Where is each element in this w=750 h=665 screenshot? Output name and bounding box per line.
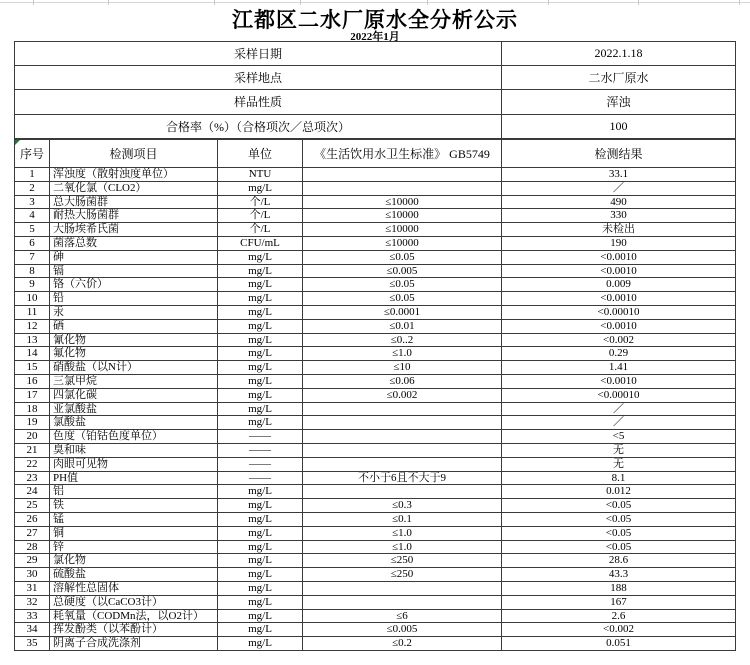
cell-index: 20: [15, 430, 50, 444]
cell-index: 19: [15, 416, 50, 430]
cell-result: <0.0010: [502, 250, 736, 264]
table-row: [15, 374, 736, 388]
cell-result: 无: [502, 443, 736, 457]
summary-row: [15, 90, 736, 114]
cell-item: 二氧化氯（CLO2）: [50, 181, 218, 195]
cell-result: 167: [502, 595, 736, 609]
cell-unit: 个/L: [218, 223, 303, 237]
cell-standard: ≤10000: [303, 195, 502, 209]
table-row: [15, 305, 736, 319]
cell-unit: ——: [218, 443, 303, 457]
summary-table: [14, 41, 736, 139]
cell-unit: mg/L: [218, 637, 303, 651]
cell-standard: ≤0.2: [303, 637, 502, 651]
cell-result: <0.05: [502, 526, 736, 540]
header-row: [15, 140, 736, 168]
cell-index: 10: [15, 292, 50, 306]
cell-item: 镉: [50, 264, 218, 278]
cell-result: 0.012: [502, 485, 736, 499]
cell-index: 33: [15, 609, 50, 623]
cell-standard: [303, 181, 502, 195]
cell-index: 27: [15, 526, 50, 540]
table-row: [15, 347, 736, 361]
table-row: [15, 361, 736, 375]
cell-unit: mg/L: [218, 305, 303, 319]
table-row: [15, 236, 736, 250]
table-row: [15, 430, 736, 444]
cell-result: 1.41: [502, 361, 736, 375]
cell-index: 2: [15, 181, 50, 195]
cell-result: <0.0010: [502, 374, 736, 388]
cell-standard: ≤6: [303, 609, 502, 623]
cell-unit: mg/L: [218, 361, 303, 375]
table-row: [15, 512, 736, 526]
cell-unit: mg/L: [218, 333, 303, 347]
cell-standard: ≤10000: [303, 236, 502, 250]
table-row: [15, 264, 736, 278]
cell-result: 330: [502, 209, 736, 223]
cell-item: 铝: [50, 485, 218, 499]
cell-item: 氟化物: [50, 347, 218, 361]
cell-standard: ≤0.06: [303, 374, 502, 388]
summary-label: 采样日期: [15, 42, 502, 66]
cell-item: 耐热大肠菌群: [50, 209, 218, 223]
cell-result: <0.00010: [502, 305, 736, 319]
column-header: 检测项目: [50, 140, 218, 168]
cell-index: 28: [15, 540, 50, 554]
cell-standard: [303, 443, 502, 457]
cell-index: 22: [15, 457, 50, 471]
cell-index: 21: [15, 443, 50, 457]
cell-index: 16: [15, 374, 50, 388]
cell-item: 铜: [50, 526, 218, 540]
cell-index: 6: [15, 236, 50, 250]
cell-item: 硫酸盐: [50, 568, 218, 582]
summary-value: 浑浊: [502, 90, 736, 114]
cell-result: <0.05: [502, 540, 736, 554]
column-header: 检测结果: [502, 140, 736, 168]
cell-index: 8: [15, 264, 50, 278]
cell-result: <0.002: [502, 333, 736, 347]
table-row: [15, 168, 736, 182]
cell-standard: ≤250: [303, 568, 502, 582]
cell-item: 氯化物: [50, 554, 218, 568]
cell-index: 25: [15, 499, 50, 513]
table-row: [15, 595, 736, 609]
cell-result: 190: [502, 236, 736, 250]
cell-result: 未检出: [502, 223, 736, 237]
cell-standard: [303, 430, 502, 444]
cell-unit: mg/L: [218, 540, 303, 554]
cell-unit: mg/L: [218, 581, 303, 595]
cell-standard: ≤10000: [303, 223, 502, 237]
column-header: 《生活饮用水卫生标准》 GB5749: [303, 140, 502, 168]
cell-index: 5: [15, 223, 50, 237]
cell-item: 四氯化碳: [50, 388, 218, 402]
cell-item: 铅: [50, 292, 218, 306]
cell-unit: mg/L: [218, 485, 303, 499]
cell-item: 肉眼可见物: [50, 457, 218, 471]
cell-standard: ≤0.002: [303, 388, 502, 402]
cell-index: 18: [15, 402, 50, 416]
cell-index: 30: [15, 568, 50, 582]
table-row: [15, 333, 736, 347]
cell-item: 总硬度（以CaCO3计）: [50, 595, 218, 609]
table-row: [15, 402, 736, 416]
cell-index: 26: [15, 512, 50, 526]
cell-result: 8.1: [502, 471, 736, 485]
analysis-table: [14, 139, 736, 651]
cell-unit: CFU/mL: [218, 236, 303, 250]
cell-unit: mg/L: [218, 623, 303, 637]
cell-unit: NTU: [218, 168, 303, 182]
cell-index: 12: [15, 319, 50, 333]
cell-unit: mg/L: [218, 595, 303, 609]
cell-unit: mg/L: [218, 554, 303, 568]
cell-item: 汞: [50, 305, 218, 319]
cell-item: 菌落总数: [50, 236, 218, 250]
cell-standard: ≤0.005: [303, 264, 502, 278]
table-row: [15, 250, 736, 264]
cell-item: 总大肠菌群: [50, 195, 218, 209]
cell-item: 铬（六价）: [50, 278, 218, 292]
cell-item: 氰化物: [50, 333, 218, 347]
cell-standard: [303, 581, 502, 595]
cell-item: 氯酸盐: [50, 416, 218, 430]
cell-standard: ≤0.005: [303, 623, 502, 637]
cell-unit: mg/L: [218, 278, 303, 292]
table-row: [15, 292, 736, 306]
cell-standard: [303, 168, 502, 182]
table-row: [15, 181, 736, 195]
cell-unit: ——: [218, 430, 303, 444]
cell-index: 34: [15, 623, 50, 637]
cell-unit: mg/L: [218, 609, 303, 623]
table-row: [15, 526, 736, 540]
summary-label: 合格率（%）（合格项次／总项次）: [15, 114, 502, 138]
table-row: [15, 581, 736, 595]
table-row: [15, 443, 736, 457]
cell-index: 11: [15, 305, 50, 319]
cell-result: 0.29: [502, 347, 736, 361]
cell-unit: mg/L: [218, 568, 303, 582]
summary-row: [15, 42, 736, 66]
cell-result: <0.05: [502, 499, 736, 513]
cell-standard: ≤10000: [303, 209, 502, 223]
cell-index: 29: [15, 554, 50, 568]
table-row: [15, 540, 736, 554]
page-subtitle: 2022年1月: [350, 31, 400, 43]
cell-result: 0.051: [502, 637, 736, 651]
cell-item: 臭和味: [50, 443, 218, 457]
cell-item: 硒: [50, 319, 218, 333]
cell-standard: ≤10: [303, 361, 502, 375]
cell-item: 锰: [50, 512, 218, 526]
cell-standard: [303, 595, 502, 609]
cell-standard: ≤0.0001: [303, 305, 502, 319]
cell-result: <0.00010: [502, 388, 736, 402]
table-row: [15, 416, 736, 430]
table-row: [15, 457, 736, 471]
cell-result: ／: [502, 416, 736, 430]
table-row: [15, 209, 736, 223]
cell-index: 35: [15, 637, 50, 651]
cell-result: 43.3: [502, 568, 736, 582]
cell-unit: mg/L: [218, 319, 303, 333]
table-row: [15, 471, 736, 485]
summary-value: 2022.1.18: [502, 42, 736, 66]
cell-index: 31: [15, 581, 50, 595]
cell-index: 24: [15, 485, 50, 499]
cell-unit: mg/L: [218, 499, 303, 513]
cell-unit: mg/L: [218, 292, 303, 306]
cell-index: 3: [15, 195, 50, 209]
cell-standard: 不小于6且不大于9: [303, 471, 502, 485]
summary-label: 采样地点: [15, 66, 502, 90]
cell-standard: ≤0.1: [303, 512, 502, 526]
cell-item: 硝酸盐（以N计）: [50, 361, 218, 375]
cell-unit: mg/L: [218, 347, 303, 361]
cell-item: PH值: [50, 471, 218, 485]
cell-result: 490: [502, 195, 736, 209]
cell-standard: ≤0.05: [303, 292, 502, 306]
cell-unit: mg/L: [218, 402, 303, 416]
cell-unit: mg/L: [218, 250, 303, 264]
cell-item: 锌: [50, 540, 218, 554]
table-row: [15, 623, 736, 637]
cell-index: 9: [15, 278, 50, 292]
summary-row: [15, 66, 736, 90]
cell-item: 三氯甲烷: [50, 374, 218, 388]
summary-label: 样品性质: [15, 90, 502, 114]
table-row: [15, 195, 736, 209]
cell-item: 耗氧量（CODMn法，以O2计）: [50, 609, 218, 623]
cell-item: 铁: [50, 499, 218, 513]
cell-standard: ≤0.05: [303, 278, 502, 292]
cell-result: <0.0010: [502, 264, 736, 278]
cell-standard: ≤250: [303, 554, 502, 568]
cell-result: <0.002: [502, 623, 736, 637]
table-row: [15, 568, 736, 582]
cell-unit: mg/L: [218, 181, 303, 195]
cell-result: <0.05: [502, 512, 736, 526]
cell-item: 大肠埃希氏菌: [50, 223, 218, 237]
cell-item: 亚氯酸盐: [50, 402, 218, 416]
column-header: 序号: [15, 140, 50, 168]
table-row: [15, 609, 736, 623]
table-row: [15, 319, 736, 333]
cell-result: <0.0010: [502, 292, 736, 306]
cell-standard: ≤1.0: [303, 540, 502, 554]
table-row: [15, 485, 736, 499]
table-row: [15, 223, 736, 237]
cell-item: 溶解性总固体: [50, 581, 218, 595]
cell-standard: [303, 416, 502, 430]
summary-value: 100: [502, 114, 736, 138]
cell-item: 浑浊度（散射浊度单位）: [50, 168, 218, 182]
cell-standard: [303, 457, 502, 471]
summary-value: 二水厂原水: [502, 66, 736, 90]
cell-unit: mg/L: [218, 416, 303, 430]
table-row: [15, 499, 736, 513]
cell-index: 32: [15, 595, 50, 609]
cell-result: 33.1: [502, 168, 736, 182]
cell-index: 15: [15, 361, 50, 375]
cell-result: 2.6: [502, 609, 736, 623]
excel-error-indicator-icon: [15, 140, 20, 145]
column-header: 单位: [218, 140, 303, 168]
cell-unit: mg/L: [218, 388, 303, 402]
table-row: [15, 554, 736, 568]
cell-unit: mg/L: [218, 526, 303, 540]
cell-index: 13: [15, 333, 50, 347]
cell-standard: ≤0..2: [303, 333, 502, 347]
cell-result: 28.6: [502, 554, 736, 568]
table-row: [15, 278, 736, 292]
cell-unit: ——: [218, 457, 303, 471]
cell-index: 1: [15, 168, 50, 182]
cell-standard: [303, 402, 502, 416]
cell-item: 挥发酚类（以苯酚计）: [50, 623, 218, 637]
cell-standard: ≤1.0: [303, 526, 502, 540]
cell-item: 色度（铂钴色度单位）: [50, 430, 218, 444]
cell-unit: ——: [218, 471, 303, 485]
cell-result: 0.009: [502, 278, 736, 292]
cell-standard: [303, 485, 502, 499]
cell-standard: ≤0.3: [303, 499, 502, 513]
cell-index: 17: [15, 388, 50, 402]
cell-standard: ≤0.01: [303, 319, 502, 333]
cell-result: 188: [502, 581, 736, 595]
cell-standard: ≤1.0: [303, 347, 502, 361]
cell-unit: mg/L: [218, 374, 303, 388]
cell-item: 砷: [50, 250, 218, 264]
page-title: 江都区二水厂原水全分析公示: [232, 9, 518, 32]
summary-row: [15, 114, 736, 138]
cell-unit: mg/L: [218, 512, 303, 526]
cell-index: 7: [15, 250, 50, 264]
table-row: [15, 637, 736, 651]
cell-unit: mg/L: [218, 264, 303, 278]
cell-index: 4: [15, 209, 50, 223]
cell-result: <5: [502, 430, 736, 444]
cell-result: 无: [502, 457, 736, 471]
cell-result: ／: [502, 181, 736, 195]
cell-index: 14: [15, 347, 50, 361]
cell-unit: 个/L: [218, 209, 303, 223]
cell-standard: ≤0.05: [303, 250, 502, 264]
cell-unit: 个/L: [218, 195, 303, 209]
cell-index: 23: [15, 471, 50, 485]
table-row: [15, 388, 736, 402]
cell-item: 阴离子合成洗涤剂: [50, 637, 218, 651]
cell-result: <0.0010: [502, 319, 736, 333]
cell-result: ／: [502, 402, 736, 416]
